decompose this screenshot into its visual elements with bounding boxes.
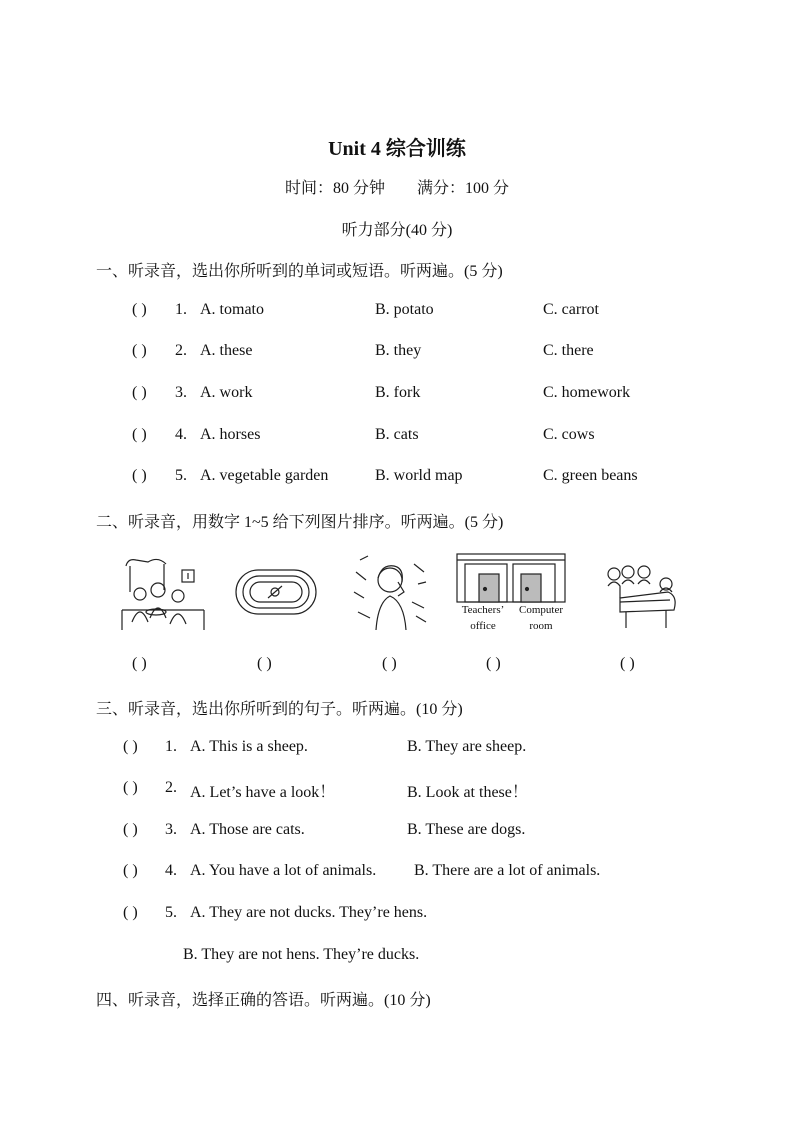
answer-blank[interactable]: ( ): [123, 779, 138, 796]
running-track-picture: [234, 568, 320, 618]
option-b: B. Look at these！: [407, 784, 528, 801]
doors-picture: [455, 552, 573, 632]
label-line: Computer: [519, 604, 563, 616]
answer-blank[interactable]: ( ): [132, 384, 147, 401]
order-blank[interactable]: ( ): [132, 655, 147, 672]
option-a: A. This is a sheep.: [190, 738, 308, 755]
label-line: room: [529, 620, 553, 632]
option-a: A. They are not ducks. They’re hens.: [190, 904, 428, 921]
option-c: C. homework: [543, 384, 631, 401]
question-number: 2.: [165, 779, 177, 796]
question-number: 5.: [175, 467, 187, 484]
option-b: B. potato: [375, 301, 434, 318]
family-dinner-picture: [118, 552, 208, 634]
part1-row: [0, 342, 794, 366]
question-number: 1.: [165, 738, 177, 755]
part1-row: [0, 384, 794, 408]
option-b: B. They are sheep.: [407, 738, 527, 755]
option-a: A. Let’s have a look！: [190, 784, 336, 801]
page-title: Unit 4 综合训练: [328, 138, 466, 160]
order-blank[interactable]: ( ): [486, 655, 501, 672]
option-b: B. cats: [375, 426, 419, 443]
computer-room-label: [513, 602, 569, 634]
answer-blank[interactable]: ( ): [123, 904, 138, 921]
section-1-heading: 一、听录音，选出你所听到的单词或短语。听两遍。(5 分): [96, 263, 503, 280]
option-c: C. there: [543, 342, 594, 359]
order-blank[interactable]: ( ): [620, 655, 635, 672]
question-number: 3.: [175, 384, 187, 401]
order-blank[interactable]: ( ): [257, 655, 272, 672]
option-a: A. horses: [200, 426, 261, 443]
girl-phone-picture: [352, 552, 428, 634]
label-line: Teachers’: [461, 604, 505, 616]
answer-blank[interactable]: ( ): [123, 862, 138, 879]
exam-meta: [0, 175, 794, 198]
label-line: office: [470, 620, 496, 632]
option-a: A. vegetable garden: [200, 467, 329, 484]
answer-blank[interactable]: ( ): [123, 821, 138, 838]
section-2-heading: 二、听录音，用数字 1~5 给下列图片排序。听两遍。(5 分): [96, 514, 504, 531]
question-number: 2.: [175, 342, 187, 359]
option-b: B. These are dogs.: [407, 821, 526, 838]
answer-blank[interactable]: ( ): [132, 426, 147, 443]
question-number: 4.: [165, 862, 177, 879]
option-b: B. There are a lot of animals.: [414, 862, 601, 879]
part3-row: [0, 904, 794, 928]
option-a: A. Those are cats.: [190, 821, 305, 838]
full-score: 满分：100 分: [417, 180, 510, 197]
option-c: C. cows: [543, 426, 595, 443]
option-b: B. They are not hens. They’re ducks.: [183, 946, 420, 963]
section-4-heading: 四、听录音，选择正确的答语。听两遍。(10 分): [96, 992, 431, 1009]
order-blank[interactable]: ( ): [382, 655, 397, 672]
option-a: A. tomato: [200, 301, 264, 318]
time-limit: 时间：80 分钟: [284, 180, 385, 197]
option-b: B. fork: [375, 384, 421, 401]
option-b: B. they: [375, 342, 422, 359]
option-c: C. carrot: [543, 301, 599, 318]
question-number: 4.: [175, 426, 187, 443]
part1-row: [0, 467, 794, 491]
part3-row: [0, 738, 794, 762]
part3-row: [0, 821, 794, 845]
part1-row: [0, 301, 794, 325]
answer-blank[interactable]: ( ): [123, 738, 138, 755]
question-number: 1.: [175, 301, 187, 318]
section-3-heading: 三、听录音，选出你所听到的句子。听两遍。(10 分): [96, 701, 463, 718]
piano-picture: [600, 562, 680, 632]
option-a: A. work: [200, 384, 253, 401]
option-a: A. these: [200, 342, 253, 359]
answer-blank[interactable]: ( ): [132, 342, 147, 359]
part3-row: [0, 862, 794, 886]
option-a: A. You have a lot of animals.: [190, 862, 377, 879]
option-b: B. world map: [375, 467, 463, 484]
question-number: 5.: [165, 904, 177, 921]
question-number: 3.: [165, 821, 177, 838]
part1-row: [0, 426, 794, 450]
part3-row-continued: [0, 946, 794, 970]
answer-blank[interactable]: ( ): [132, 467, 147, 484]
part3-row: [0, 779, 794, 803]
answer-blank[interactable]: ( ): [132, 301, 147, 318]
option-c: C. green beans: [543, 467, 638, 484]
teachers-office-label: [455, 602, 511, 634]
listening-heading: 听力部分(40 分): [341, 222, 453, 239]
